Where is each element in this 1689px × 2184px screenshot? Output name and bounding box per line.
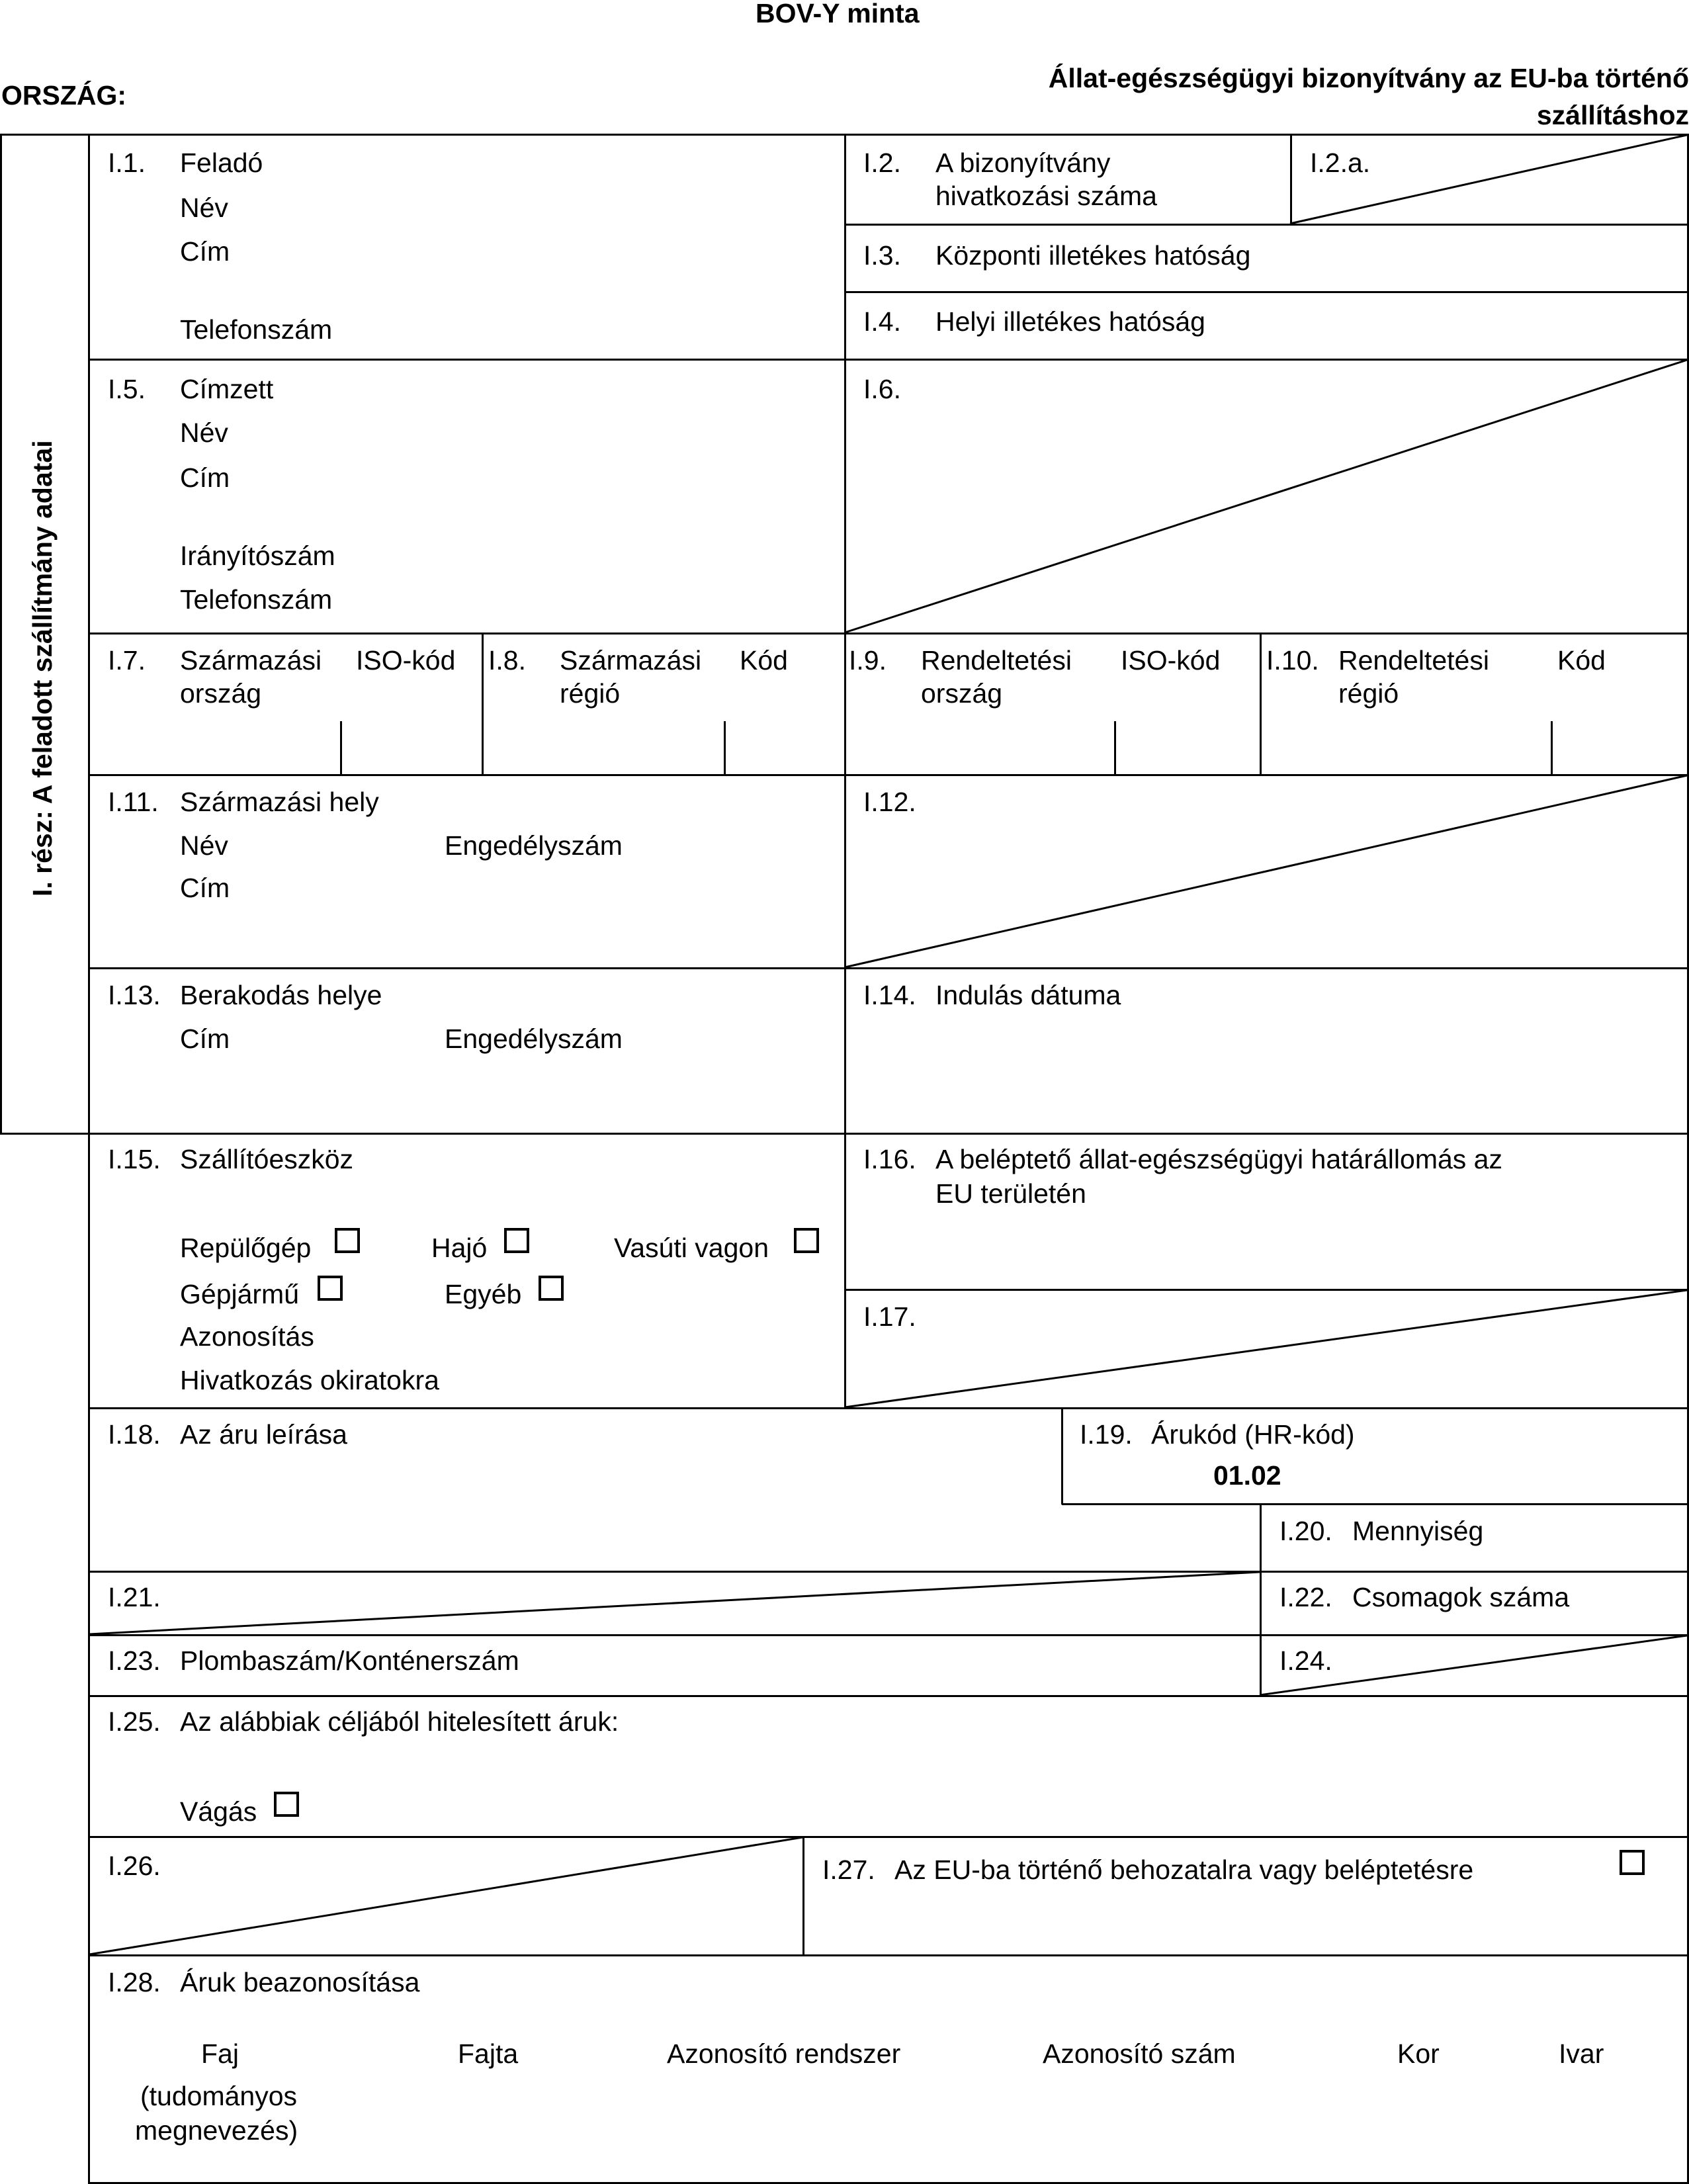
field-i21-num: I.21. — [108, 1582, 161, 1612]
field-i10-code: Kód — [1557, 645, 1606, 676]
field-i12-num: I.12. — [863, 787, 916, 817]
field-i15-rail: Vasúti vagon — [614, 1233, 769, 1263]
field-i25-num: I.25. — [108, 1706, 161, 1737]
field-i16-num: I.16. — [863, 1144, 916, 1174]
column-breed: Fajta — [458, 2038, 519, 2069]
field-i23-label: Plombaszám/Konténerszám — [180, 1645, 519, 1676]
column-age: Kor — [1397, 2038, 1440, 2069]
part-label: I. rész: A feladott szállítmány adatai — [27, 440, 58, 896]
field-i4-label: Helyi illetékes hatóság — [935, 306, 1205, 337]
field-i5-phone: Telefonszám — [180, 584, 333, 615]
field-i13-num: I.13. — [108, 980, 161, 1010]
field-i25-slaughter: Vágás — [180, 1796, 257, 1827]
field-i19-num: I.19. — [1080, 1419, 1133, 1450]
column-species-sub1: (tudományos — [140, 2081, 298, 2111]
field-i22-num: I.22. — [1279, 1582, 1332, 1612]
field-i27-num: I.27. — [822, 1855, 875, 1885]
column-sex: Ivar — [1559, 2038, 1604, 2069]
field-i2a-num: I.2.a. — [1310, 148, 1371, 178]
field-i16-label1: A beléptető állat-egészségügyi határállomás az — [935, 1144, 1502, 1174]
field-i2-num: I.2. — [863, 148, 901, 178]
field-i10-label2: régió — [1338, 678, 1399, 709]
field-i11-address: Cím — [180, 873, 230, 903]
field-i10-label1: Rendeltetési — [1338, 645, 1489, 676]
column-species-sub2: megnevezés) — [135, 2115, 298, 2146]
field-i1-label: Feladó — [180, 148, 263, 178]
field-i11-approval: Engedélyszám — [445, 830, 623, 861]
field-i10-num: I.10. — [1266, 645, 1319, 676]
field-i8-code: Kód — [740, 645, 788, 676]
field-i20-num: I.20. — [1279, 1516, 1332, 1546]
field-i1-name: Név — [180, 193, 228, 223]
field-i2-label2: hivatkozási száma — [935, 181, 1157, 211]
field-i7-code: ISO-kód — [356, 645, 456, 676]
field-i15-num: I.15. — [108, 1144, 161, 1174]
field-i7-num: I.7. — [108, 645, 146, 676]
field-i27-label: Az EU-ba történő behozatalra vagy beléptetésre — [894, 1855, 1474, 1885]
field-i5-postcode: Irányítószám — [180, 541, 335, 571]
doc-title-line2: szállításhoz — [1536, 100, 1689, 130]
country-label: ORSZÁG: — [1, 80, 127, 110]
field-i8-label1: Származási — [560, 645, 702, 676]
field-i14-label: Indulás dátuma — [935, 980, 1121, 1010]
field-i11-label: Származási hely — [180, 787, 379, 817]
other-transport-checkbox[interactable] — [539, 1276, 564, 1301]
field-i11-num: I.11. — [108, 787, 159, 817]
field-i5-num: I.5. — [108, 374, 146, 404]
field-i15-documents: Hivatkozás okiratokra — [180, 1365, 439, 1395]
field-i16-label2: EU területén — [935, 1178, 1086, 1209]
field-i15-label: Szállítóeszköz — [180, 1144, 354, 1174]
field-i15-aircraft: Repülőgép — [180, 1233, 312, 1263]
field-i13-label: Berakodás helye — [180, 980, 382, 1010]
field-i1-phone: Telefonszám — [180, 314, 333, 345]
field-i1-num: I.1. — [108, 148, 146, 178]
aircraft-checkbox[interactable] — [335, 1228, 360, 1253]
field-i9-label2: ország — [921, 678, 1003, 709]
rail-checkbox[interactable] — [794, 1228, 819, 1253]
field-i3-num: I.3. — [863, 240, 901, 271]
field-i7-label1: Származási — [180, 645, 322, 676]
field-i9-code: ISO-kód — [1121, 645, 1221, 676]
commodity-code-value: 01.02 — [1213, 1460, 1281, 1491]
field-i20-label: Mennyiség — [1352, 1516, 1484, 1546]
field-i26-num: I.26. — [108, 1851, 161, 1881]
field-i2-label1: A bizonyítvány — [935, 148, 1111, 178]
field-i18-label: Az áru leírása — [180, 1419, 347, 1450]
column-species: Faj — [201, 2038, 239, 2069]
field-i13-approval: Engedélyszám — [445, 1024, 623, 1054]
field-i6-num: I.6. — [863, 374, 901, 404]
field-i3-label: Központi illetékes hatóság — [935, 240, 1251, 271]
doc-title-line1: Állat-egészségügyi bizonyítvány az EU-ba történő — [1048, 63, 1689, 93]
slaughter-checkbox[interactable] — [274, 1792, 299, 1817]
field-i8-num: I.8. — [488, 645, 526, 676]
field-i7-label2: ország — [180, 678, 262, 709]
field-i19-label: Árukód (HR-kód) — [1151, 1419, 1355, 1450]
field-i24-num: I.24. — [1279, 1645, 1332, 1676]
page-title: BOV-Y minta — [756, 0, 920, 28]
field-i28-label: Áruk beazonosítása — [180, 1967, 420, 1997]
field-i15-ship: Hajó — [431, 1233, 488, 1263]
field-i8-label2: régió — [560, 678, 621, 709]
field-i13-address: Cím — [180, 1024, 230, 1054]
field-i25-label: Az alábbiak céljából hitelesített áruk: — [180, 1706, 619, 1737]
field-i5-label: Címzett — [180, 374, 274, 404]
field-i22-label: Csomagok száma — [1352, 1582, 1570, 1612]
field-i5-address: Cím — [180, 462, 230, 493]
field-i9-label1: Rendeltetési — [921, 645, 1072, 676]
field-i23-num: I.23. — [108, 1645, 161, 1676]
ship-checkbox[interactable] — [504, 1228, 529, 1253]
field-i18-num: I.18. — [108, 1419, 161, 1450]
field-i11-name: Név — [180, 830, 228, 861]
field-i9-num: I.9. — [849, 645, 887, 676]
field-i15-road: Gépjármű — [180, 1279, 300, 1309]
import-entry-checkbox[interactable] — [1620, 1850, 1645, 1875]
field-i15-identification: Azonosítás — [180, 1321, 314, 1352]
field-i28-num: I.28. — [108, 1967, 161, 1997]
field-i5-name: Név — [180, 417, 228, 448]
field-i17-num: I.17. — [863, 1301, 916, 1332]
field-i14-num: I.14. — [863, 980, 916, 1010]
field-i4-num: I.4. — [863, 306, 901, 337]
field-i1-address: Cím — [180, 236, 230, 267]
column-id-system: Azonosító rendszer — [667, 2038, 901, 2069]
road-vehicle-checkbox[interactable] — [318, 1276, 343, 1301]
column-id-number: Azonosító szám — [1043, 2038, 1236, 2069]
field-i15-other: Egyéb — [445, 1279, 522, 1309]
